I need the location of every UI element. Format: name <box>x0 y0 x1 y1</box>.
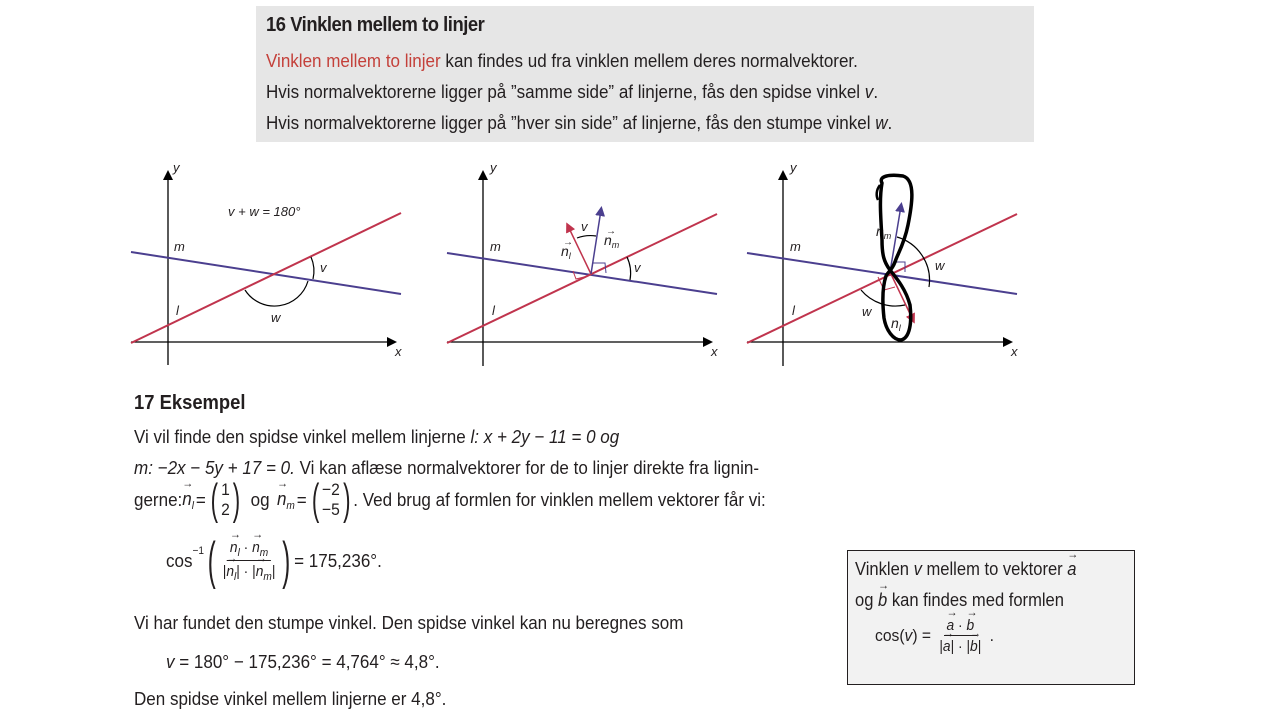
left-paren: ( <box>208 532 216 590</box>
formula-line-1 <box>855 559 1077 580</box>
vector-arrow-icon: → <box>606 226 616 237</box>
period: . <box>873 81 879 102</box>
diagram-1-group <box>131 160 402 365</box>
cos-close: ) = <box>912 626 932 645</box>
example-text: . Ved brug af formlen for vinklen mellem vektorer får vi: <box>353 489 766 510</box>
example-title: 17 Eksempel <box>134 392 246 414</box>
normal-l-label: $n_l$ <box>891 315 901 333</box>
cos-formula <box>875 617 994 655</box>
example-text: Vi vil finde den spidse vinkel mellem linjerne <box>134 426 471 447</box>
equation-l: : x + 2y − 11 = 0 og <box>474 426 620 447</box>
cos-inverse-formula <box>166 533 382 589</box>
angle-w-label-2: w <box>862 304 872 319</box>
formula-text: Vinklen <box>855 559 914 579</box>
vector-b: → b <box>878 590 887 611</box>
period: . <box>887 112 893 133</box>
normal-vector-l <box>568 226 591 274</box>
formula-fraction: → $\frac{a \cdot \to b}{|\to a| \cdot |\to b|}$ <box>937 617 984 655</box>
cos-label: cos <box>166 550 193 571</box>
normal-vector-m-symbol: → $n_m$ <box>277 488 295 512</box>
fraction: → $\frac{n_l \cdot \to n_m}{|\to n_l| \cdot |\to n_m|}$ <box>220 539 278 583</box>
example-line-1 <box>134 426 619 448</box>
vector-arrow-icon: → <box>563 237 573 248</box>
var-l: l <box>470 426 475 447</box>
normal-vector-l-symbol: → $n_l$ <box>182 488 194 512</box>
example-line-2 <box>134 457 759 479</box>
formula-text: og <box>855 590 879 610</box>
og-text: og <box>250 489 270 510</box>
normal-l-label: $n_l$ <box>561 243 571 261</box>
line-l-label: l <box>792 303 795 318</box>
line-l-label: l <box>176 303 179 318</box>
definition-title: 16 Vinklen mellem to linjer <box>266 14 485 36</box>
var-m: m <box>134 457 149 478</box>
var-v: v <box>166 651 175 672</box>
cos-result: = 175,236°. <box>294 550 382 571</box>
right-paren: ) <box>282 532 291 590</box>
cos-exponent: −1 <box>192 545 205 557</box>
var-w: w <box>875 112 888 133</box>
angle-w-label: w <box>935 258 945 273</box>
x-label: x <box>395 344 402 359</box>
vector-n-l-components: ( 1 2 ) <box>210 475 241 524</box>
line-l-label: l <box>492 303 495 318</box>
cos-label: cos( <box>875 626 905 645</box>
diagram-3-group <box>747 160 1018 366</box>
normal-m-label: $n_m$ <box>604 232 620 250</box>
angle-v-arc-lines <box>627 257 631 280</box>
diagram-2-group <box>447 160 718 366</box>
vector-n-m-components: ( −2 −5 ) <box>311 475 351 524</box>
line-m-label: m <box>790 239 801 254</box>
angle-v-arc <box>311 257 314 279</box>
normal-m-label: $n_m$ <box>876 223 892 241</box>
y-label: y <box>173 160 180 175</box>
formula-line-2 <box>855 590 1064 611</box>
normal-vector-m <box>591 210 601 274</box>
definition-line-2-text: Hvis normalvektorerne ligger på ”samme side” af linjerne, fås den spidse vinkel <box>266 81 865 102</box>
equation-m: : −2x − 5y + 17 = 0. <box>148 457 295 478</box>
equals-sign: = <box>195 489 206 510</box>
angle-w-arc <box>245 281 308 306</box>
formula-box <box>847 550 1135 685</box>
equals-sign: = <box>296 489 307 510</box>
formula-text: mellem to vektorer <box>921 559 1068 579</box>
x-label: x <box>711 344 718 359</box>
angle-w-label: w <box>271 310 281 325</box>
angle-v-label: v <box>320 260 327 275</box>
example-text: gerne: <box>134 489 183 510</box>
calc-text: = 180° − 175,236° = 4,764° ≈ 4,8°. <box>174 651 440 672</box>
conclusion: Den spidse vinkel mellem linjerne er 4,8°. <box>134 688 447 709</box>
angle-v-label: v <box>581 219 588 234</box>
line-l <box>131 213 401 343</box>
var-v: v <box>904 626 913 645</box>
definition-highlight: Vinklen mellem to linjer <box>266 50 441 71</box>
x-label: x <box>1011 344 1018 359</box>
period: . <box>989 626 994 645</box>
example-text: Vi kan aflæse normalvektorer for de to linjer direkte fra lignin- <box>294 457 760 478</box>
sum-annotation: v + w = 180° <box>228 204 301 219</box>
angle-v-arc-normals <box>577 236 596 238</box>
y-label: y <box>790 160 797 175</box>
formula-text: kan findes med formlen <box>887 590 1064 610</box>
y-label: y <box>490 160 497 175</box>
vector-a: → a <box>1067 559 1076 580</box>
found-text: Vi har fundet den stumpe vinkel. Den spidse vinkel kan nu beregnes som <box>134 612 684 633</box>
line-m-label: m <box>490 239 501 254</box>
line-m-label: m <box>174 239 185 254</box>
definition-line-1-text: kan findes ud fra vinklen mellem deres normalvektorer. <box>440 50 858 71</box>
v-calculation <box>166 651 440 673</box>
line-m <box>447 253 717 294</box>
line-m <box>131 252 401 294</box>
angle-v-label-2: v <box>634 260 641 275</box>
example-line-3 <box>134 475 766 524</box>
definition-line-3-text: Hvis normalvektorerne ligger på ”hver sin side” af linjerne, fås den stumpe vinkel <box>266 112 876 133</box>
var-v: v <box>864 81 874 102</box>
var-v: v <box>913 559 922 579</box>
